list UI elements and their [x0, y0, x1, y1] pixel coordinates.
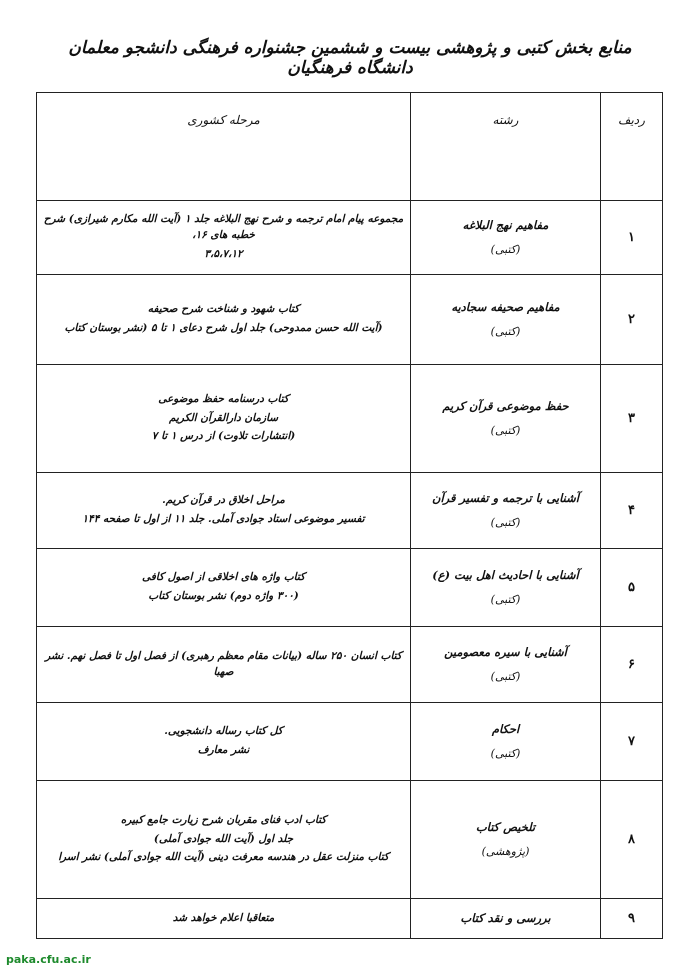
source-line: سازمان دارالقرآن الکریم: [168, 411, 279, 424]
row-field: [411, 473, 601, 549]
field-name: مفاهیم نهج البلاغه: [462, 217, 549, 232]
field-type: (کتبی): [490, 242, 521, 256]
table-row: [37, 473, 663, 549]
field-type: (کتبی): [490, 592, 521, 606]
table-row: [37, 627, 663, 703]
table-row: [37, 365, 663, 473]
header-field: رشته: [411, 93, 601, 201]
field-name: تلخیص کتاب: [475, 819, 536, 834]
row-number: ۸: [601, 781, 663, 899]
source-line: ۳،۵،۷،۱۲: [204, 247, 243, 260]
row-number: ۱: [601, 201, 663, 275]
source-line: مجموعه پیام امام ترجمه و شرح نهج البلاغه جلد ۱ (آیت الله مکارم شیرازی) شرح خطبه های ۱۶،: [43, 213, 404, 242]
row-field: [411, 549, 601, 627]
source-line: کتاب درسنامه حفظ موضوعی: [158, 392, 289, 405]
field-name: بررسی و نقد کتاب: [460, 910, 551, 925]
row-source: [37, 275, 411, 365]
source-line: تفسیر موضوعی استاد جوادی آملی. جلد ۱۱ از اول تا صفحه ۱۴۴: [82, 513, 365, 525]
table-row: [37, 275, 663, 365]
field-type: (کتبی): [490, 669, 521, 683]
sources-table: [36, 92, 663, 939]
source-line: (آیت الله حسن ممدوحی) جلد اول شرح دعای ۱ تا ۵ (نشر بوستان کتاب: [64, 322, 383, 334]
source-line: متعاقبا اعلام خواهد شد: [172, 911, 275, 924]
row-source: [37, 201, 411, 275]
header-national-stage: مرحله کشوری: [37, 93, 411, 201]
table-row: [37, 703, 663, 781]
field-type: (کتبی): [490, 746, 521, 760]
row-source: [37, 781, 411, 899]
row-number: ۲: [601, 275, 663, 365]
row-number: ۴: [601, 473, 663, 549]
field-name: آشنایی با ترجمه و تفسیر قرآن: [432, 490, 579, 505]
table-row: [37, 781, 663, 899]
table-header-row: [37, 93, 663, 201]
source-line: نشر معارف: [197, 744, 250, 756]
source-line: جلد اول (آیت الله جوادی آملی): [153, 832, 294, 845]
field-name: آشنایی با سیره معصومین: [444, 644, 567, 659]
row-number: ۹: [601, 899, 663, 939]
row-source: [37, 365, 411, 473]
row-field: [411, 275, 601, 365]
row-number: ۳: [601, 365, 663, 473]
source-line: مراحل اخلاق در قرآن کریم.: [162, 494, 285, 507]
row-field: [411, 627, 601, 703]
table-row: [37, 899, 663, 939]
row-field: [411, 781, 601, 899]
row-number: ۵: [601, 549, 663, 627]
field-type: (کتبی): [490, 423, 521, 437]
header-row-number: ردیف: [601, 93, 663, 201]
source-line: کل کتاب رساله دانشجویی.: [164, 725, 283, 738]
row-field: [411, 703, 601, 781]
row-number: ۷: [601, 703, 663, 781]
table-row: [37, 201, 663, 275]
row-number: ۶: [601, 627, 663, 703]
field-name: مفاهیم صحیفه سجادیه: [451, 299, 560, 314]
row-field: [411, 365, 601, 473]
source-line: کتاب منزلت عقل در هندسه معرفت دینی (آیت الله جوادی آملی) نشر اسرا: [58, 851, 389, 864]
source-line: کتاب واژه های اخلاقی از اصول کافی: [142, 571, 305, 584]
site-watermark: paka.cfu.ac.ir: [6, 953, 91, 966]
field-type: (کتبی): [490, 515, 521, 529]
row-field: [411, 201, 601, 275]
document-title: منابع بخش کتبی و پژوهشی بیست و ششمین جشنواره فرهنگی دانشجو معلمان دانشگاه فرهنگیان: [68, 38, 632, 78]
field-type: (کتبی): [490, 324, 521, 338]
row-source: [37, 899, 411, 939]
table-row: [37, 549, 663, 627]
row-source: [37, 473, 411, 549]
source-line: کتاب ادب فنای مقربان شرح زیارت جامع کبیره: [120, 813, 327, 826]
field-type: (پژوهشی): [481, 844, 530, 858]
source-line: کتاب انسان ۲۵۰ ساله (بیانات مقام معظم رهبری) از فصل اول تا فصل نهم. نشر صهبا: [45, 649, 402, 678]
field-name: حفظ موضوعی قرآن کریم: [442, 398, 569, 413]
row-source: [37, 549, 411, 627]
row-source: [37, 703, 411, 781]
row-field: [411, 899, 601, 939]
source-line: (انتشارات تلاوت) از درس ۱ تا ۷: [151, 430, 296, 443]
row-source: [37, 627, 411, 703]
source-line: (۳۰۰ واژه دوم) نشر بوستان کتاب: [148, 590, 299, 602]
field-name: احکام: [491, 721, 520, 736]
field-name: آشنایی با احادیث اهل بیت (ع): [432, 567, 579, 582]
source-line: کتاب شهود و شناخت شرح صحیفه: [147, 303, 300, 316]
